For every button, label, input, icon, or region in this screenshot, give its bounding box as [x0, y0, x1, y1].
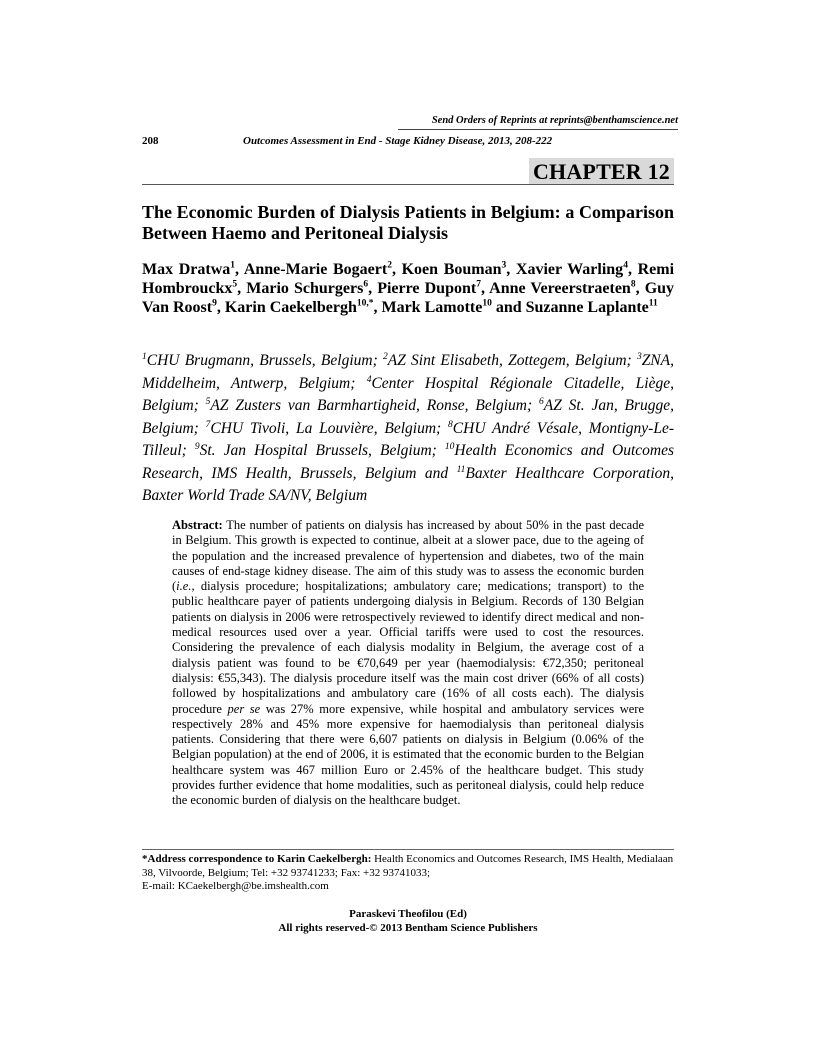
- footnote-divider: [142, 849, 674, 850]
- affiliation-text: AZ Sint Elisabeth, Zottegem, Belgium;: [387, 352, 632, 369]
- author-list: Max Dratwa$^1$, Anne-Marie Bogaert$^2$, Koen Bouman$^3$, Xavier Warling$^4$, Remi Hombrouckx$^5$, Mario Schurgers$^6$, Pierre Dupont$^7$, Anne Vereerstraeten$^8$, Guy Van Roost$^9$, Karin Caekelbergh$^{10,*}$, Mark Lamotte$^{10}$ and Suzanne Laplante$^{11}$: [142, 260, 675, 316]
- author-name: Anne Vereerstraeten: [489, 280, 631, 297]
- correspondence-label: *Address correspondence to Karin Caekelbergh:: [142, 853, 372, 865]
- journal-citation: Outcomes Assessment in End - Stage Kidney Disease, 2013, 208-222: [243, 135, 553, 147]
- author-affiliation-marker: 7: [476, 279, 481, 290]
- author-affiliation-marker: 3: [501, 260, 507, 271]
- author-name: Remi Hombrouckx: [142, 261, 675, 297]
- author-name: Xavier Warling: [515, 261, 624, 278]
- affiliation-marker: 7: [205, 419, 211, 430]
- author-name: Anne-Marie Bogaert: [243, 261, 388, 278]
- affiliation-list: [142, 350, 674, 508]
- rights-line: All rights reserved-© 2013 Bentham Science Publishers: [278, 921, 538, 934]
- abstract-label: Abstract:: [172, 518, 223, 532]
- affiliation-marker: 1: [142, 351, 147, 362]
- author-name: Mario Schurgers: [246, 280, 364, 297]
- author-affiliation-marker: 6: [363, 279, 369, 290]
- author-name: Guy Van Roost: [142, 280, 675, 316]
- author-affiliation-marker: 5: [232, 279, 238, 290]
- abstract-per-se: per se: [227, 701, 261, 716]
- affiliation-marker: 9: [194, 441, 200, 452]
- affiliation-marker: 8: [448, 419, 453, 430]
- correspondence-email: E-mail: KCaekelbergh@be.imshealth.com: [142, 880, 329, 892]
- author-name: Mark Lamotte: [381, 299, 483, 316]
- author-affiliation-marker: 11: [648, 298, 658, 309]
- affiliation-marker: 2: [382, 351, 388, 362]
- affiliation-marker: 4: [366, 374, 372, 385]
- author-affiliation-marker: 10,*: [356, 298, 374, 309]
- abstract: [172, 518, 644, 809]
- publisher-block: [142, 908, 674, 935]
- author-name: Koen Bouman: [401, 261, 502, 278]
- reprints-rule: [398, 129, 678, 130]
- author-name: Karin Caekelbergh: [224, 299, 357, 316]
- abstract-text: The number of patients on dialysis has increased by about 50% in the past decade in Belgium. This growth is expected to continue, albeit at a slower pace, due to the ageing of the population and the increased prevalence of hypertension and diabetes, two of the main causes of end-stage kidney disease. The aim of this study was to assess the economic burden (: [172, 518, 645, 594]
- correspondence-footnote: [142, 853, 674, 894]
- affiliation-text: ZNA, Middelheim, Antwerp, Belgium;: [142, 352, 674, 392]
- affiliation-text: St. Jan Hospital Brussels, Belgium;: [199, 442, 437, 459]
- abstract-ie: i.e.: [176, 579, 192, 594]
- affiliation-text: AZ Zusters van Barmhartigheid, Ronse, Belgium;: [210, 397, 533, 414]
- header-divider: [142, 184, 674, 185]
- article-title: The Economic Burden of Dialysis Patients in Belgium: a Comparison Between Haemo and Peritoneal Dialysis: [142, 202, 674, 243]
- affiliation-marker: 11: [456, 464, 466, 475]
- affiliation-marker: 3: [636, 351, 642, 362]
- abstract-text: , dialysis procedure; hospitalizations; ambulatory care; medications; transport) to the public healthcare payer of patients undergoing dialysis in Belgium. Records of 130 Belgian patients on dialysis in 2006 were retrospectively reviewed to identify direct medical and non-medical resources used over a year. Official tariffs were used to cost the resources. Considering the prevalence of each dialysis modality in Belgium, the average cost of a dialysis patient was found to be €70,649 per year (haemodialysis: €72,350; peritoneal dialysis: €55,343). The dialysis procedure itself was the main cost driver (66% of all costs) followed by hospitalizations and ambulatory care (16% of all costs each). The dialysis procedure: [172, 579, 644, 716]
- correspondence-address: Health Economics and Outcomes Research, IMS Health, Medialaan 38, Vilvoorde, Belgium; Tel: +32 93741233; Fax: +32 93741033;: [142, 853, 674, 879]
- affiliation-text: CHU Brugmann, Brussels, Belgium;: [146, 352, 378, 369]
- author-affiliation-marker: 9: [212, 298, 217, 309]
- editor-line: Paraskevi Theofilou (Ed): [349, 908, 467, 920]
- author-name: Pierre Dupont: [377, 280, 477, 297]
- affiliation-marker: 6: [539, 396, 544, 407]
- chapter-label: CHAPTER 12: [529, 158, 674, 185]
- affiliation-marker: 10: [444, 441, 455, 452]
- affiliation-marker: 5: [205, 396, 211, 407]
- affiliation-text: Health Economics and Outcomes Research, IMS Health, Brussels, Belgium and: [142, 442, 675, 482]
- author-affiliation-marker: 1: [230, 260, 236, 271]
- reprints-notice: Send Orders of Reprints at reprints@benthamscience.net: [431, 115, 678, 126]
- page-number: 208: [142, 135, 159, 147]
- author-affiliation-marker: 2: [387, 260, 392, 271]
- affiliation-text: Center Hospital Régionale Citadelle, Liège, Belgium;: [142, 374, 674, 414]
- affiliation-text: CHU Tivoli, La Louvière, Belgium;: [210, 419, 442, 437]
- affiliation-text: CHU André Vésale, Montigny-Le-Tilleul;: [142, 419, 674, 459]
- author-affiliation-marker: 8: [630, 279, 636, 290]
- author-affiliation-marker: 4: [623, 260, 628, 271]
- affiliation-text: Baxter Healthcare Corporation, Baxter World Trade SA/NV, Belgium: [142, 464, 675, 504]
- affiliation-text: AZ St. Jan, Brugge, Belgium;: [142, 397, 675, 437]
- abstract-text: was 27% more expensive, while hospital and ambulatory services were respectively 28% and 45% more expensive for haemodialysis than peritoneal dialysis patients. Considering that there were 6,607 patients on dialysis in Belgium (0.06% of the Belgian population) at the end of 2006, it is estimated that the economic burden to the Belgian healthcare system was 467 million Euro or 2.45% of the healthcare budget. This study provides further evidence that home modalities, such as peritoneal dialysis, could help reduce the economic burden of dialysis on the healthcare budget.: [172, 701, 644, 808]
- author-name: Suzanne Laplante: [525, 299, 649, 316]
- author-name: Max Dratwa: [142, 261, 231, 278]
- author-affiliation-marker: 10: [482, 298, 492, 309]
